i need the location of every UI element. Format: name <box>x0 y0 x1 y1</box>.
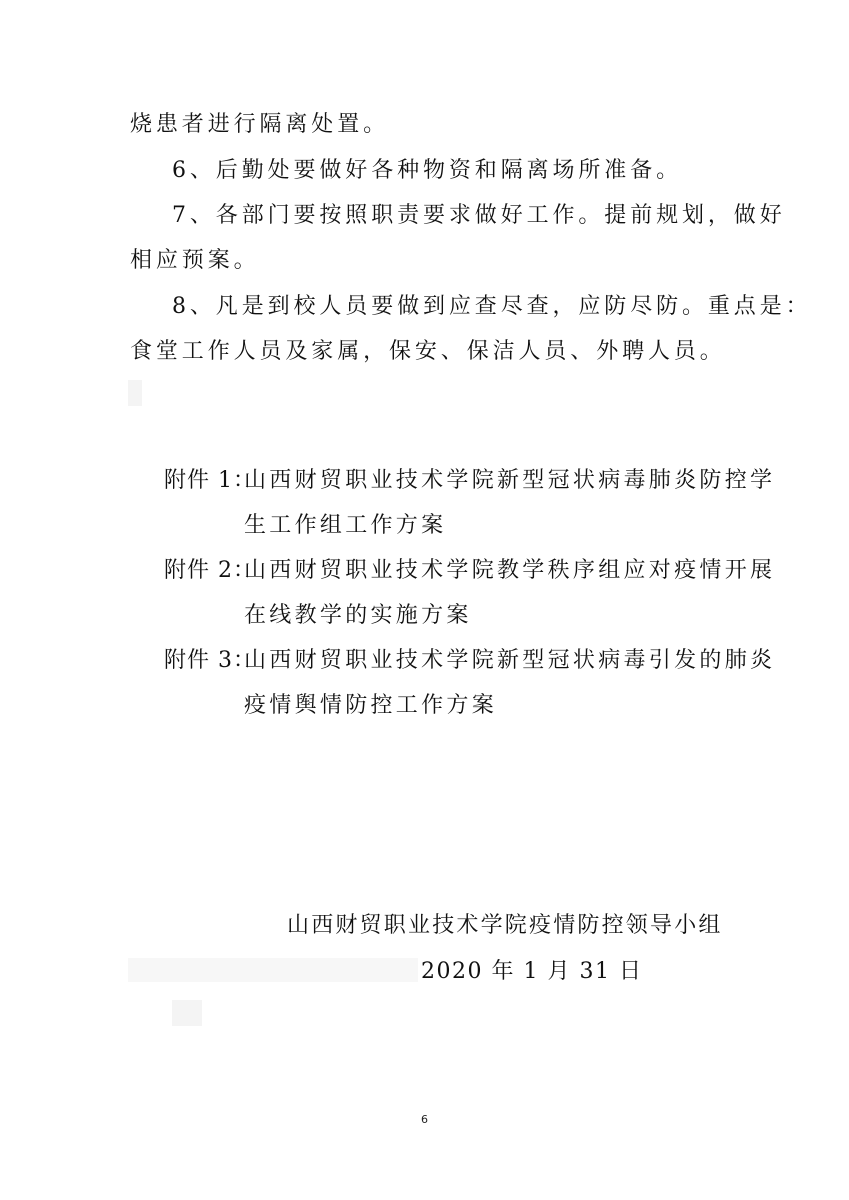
scan-smudge <box>128 380 142 406</box>
body-line: 烧患者进行隔离处置。 <box>130 112 390 137</box>
attachment-label: 附件 2： <box>164 558 256 583</box>
attachment-title-continued: 在线教学的实施方案 <box>244 603 472 628</box>
page-number: 6 <box>421 1113 428 1126</box>
body-item-8-continued: 食堂工作人员及家属，保安、保洁人员、外聘人员。 <box>130 339 726 364</box>
signature-organization: 山西财贸职业技术学院疫情防控领导小组 <box>287 913 723 938</box>
body-item-8: 8、凡是到校人员要做到应查尽查，应防尽防。重点是： <box>172 294 812 319</box>
body-item-7-continued: 相应预案。 <box>130 248 260 273</box>
attachment-label: 附件 1： <box>164 468 256 493</box>
signature-date: 2020 年 1 月 31 日 <box>421 959 643 984</box>
scan-smudge <box>172 1000 202 1026</box>
attachment-title: 山西财贸职业技术学院新型冠状病毒肺炎防控学 <box>244 468 776 493</box>
attachment-title: 山西财贸职业技术学院教学秩序组应对疫情开展 <box>244 558 776 583</box>
scan-smudge <box>128 958 418 982</box>
attachment-label: 附件 3： <box>164 648 256 673</box>
attachment-title-continued: 疫情舆情防控工作方案 <box>244 693 498 718</box>
body-item-6: 6、后勤处要做好各种物资和隔离场所准备。 <box>172 158 682 183</box>
attachment-title-continued: 生工作组工作方案 <box>244 513 447 538</box>
attachment-title: 山西财贸职业技术学院新型冠状病毒引发的肺炎 <box>244 648 776 673</box>
body-item-7: 7、各部门要按照职责要求做好工作。提前规划，做好 <box>172 203 786 228</box>
